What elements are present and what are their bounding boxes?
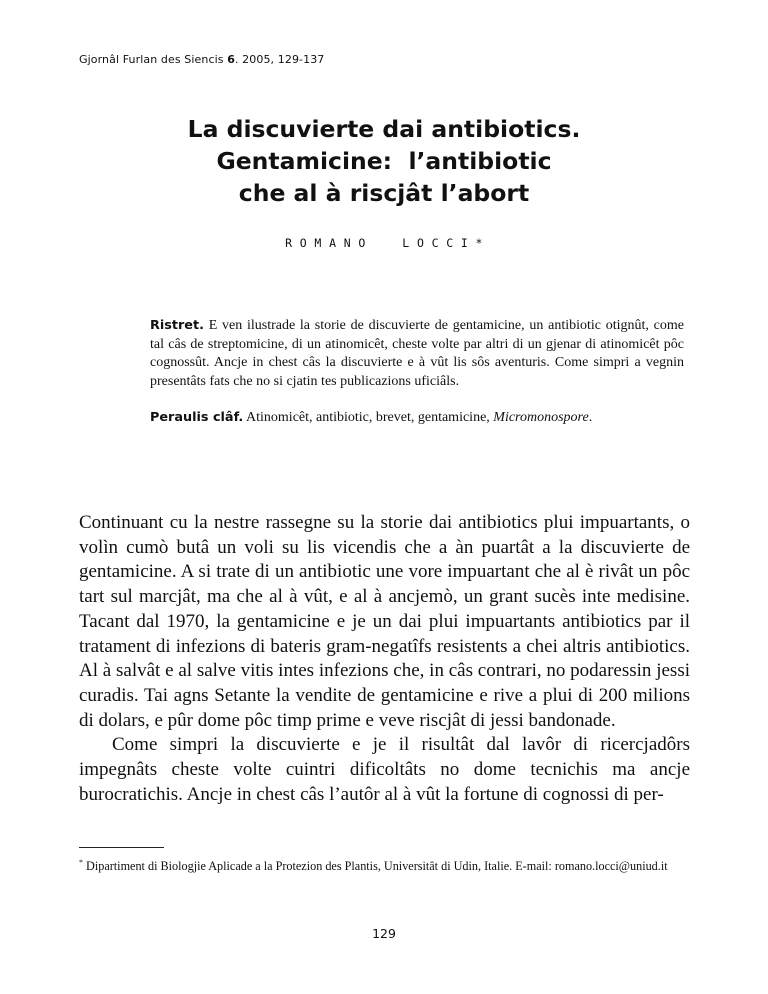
footnote-text: Dipartiment di Biologjie Aplicade a la Protezion des Plantis, Universitât di Udin, Italie. E-mail: romano.locci@uniud.it: [83, 859, 668, 874]
abstract-block: [150, 317, 684, 428]
journal-name: Gjornâl Furlan des Siencis: [79, 53, 224, 66]
footnote-marker: *: [79, 858, 83, 867]
abstract-label: Ristret.: [150, 318, 204, 333]
body-text: [79, 511, 690, 807]
title-line-2: Gentamicine: l’antibiotic: [216, 147, 552, 175]
keywords-text: Atinomicêt, antibiotic, brevet, gentamicine,: [243, 410, 494, 425]
keywords-italic: Micromonospore: [493, 410, 589, 425]
footnote-rule: [79, 847, 164, 848]
title-line-1: La discuvierte dai antibiotics.: [187, 115, 581, 143]
keywords: [150, 409, 684, 428]
keywords-end: .: [588, 410, 593, 425]
article-title: [84, 113, 684, 209]
page-number: 129: [372, 926, 396, 941]
body-paragraph-1: Continuant cu la nestre rassegne su la storie dai antibiotics plui impuartants, o volìn cumò butâ un voli su lis vicendis che a àn puartât a la discuvierte de gentamicine. A si trate di un antibiotic une vore impuartant che al è rivât un pôc tart sul marcjât, ma che al à vût, e al à ancjemò, un grant sucès inte medisine. Tacant dal 1970, la gentamicine e je un dai plui impuartants antibiotics par il tratament di infezions di bateris gram-negatîfs resistents a chei altris antibiotics. Al à salvât e al salve vitis intes infezions che, in câs contrari, no podaressin jessi curadis. Tai agns Setante la vendite de gentamicine e rive a plui di 200 milions di dolars, e pûr dome pôc timp prime e veve riscjât di jessi bandonade.: [79, 512, 690, 731]
journal-volume: 6: [227, 53, 235, 66]
keywords-label: Peraulis clâf.: [150, 410, 244, 425]
abstract: [150, 317, 684, 391]
title-line-3: che al à riscjât l’abort: [238, 179, 530, 207]
abstract-text: E ven ilustrade la storie de discuvierte de gentamicine, un antibiotic otignût, come tal câs de streptomicine, di un atinomicêt, cheste volte par altri di un gjenar di atinomicêt pôc cognossût. Ancje in chest câs la discuvierte e à vût lis sôs aventuris. Come simpri a vegnin presentâts fats che no si cjatin tes publicazions uficiâls.: [150, 318, 684, 389]
body-paragraph-2: Come simpri la discuvierte e je il risultât dal lavôr di ricercjadôrs impegnâts cheste volte cuintri dificoltâts no dome tecnichis ma ancje burocratichis. Ancje in chest câs l’autôr al à vût la fortune di cognossi di per-: [79, 734, 690, 805]
footnote: [79, 855, 690, 875]
running-head: [79, 53, 324, 66]
journal-details: . 2005, 129-137: [234, 53, 325, 66]
author-name: R O M A N O L O C C I *: [285, 236, 483, 250]
